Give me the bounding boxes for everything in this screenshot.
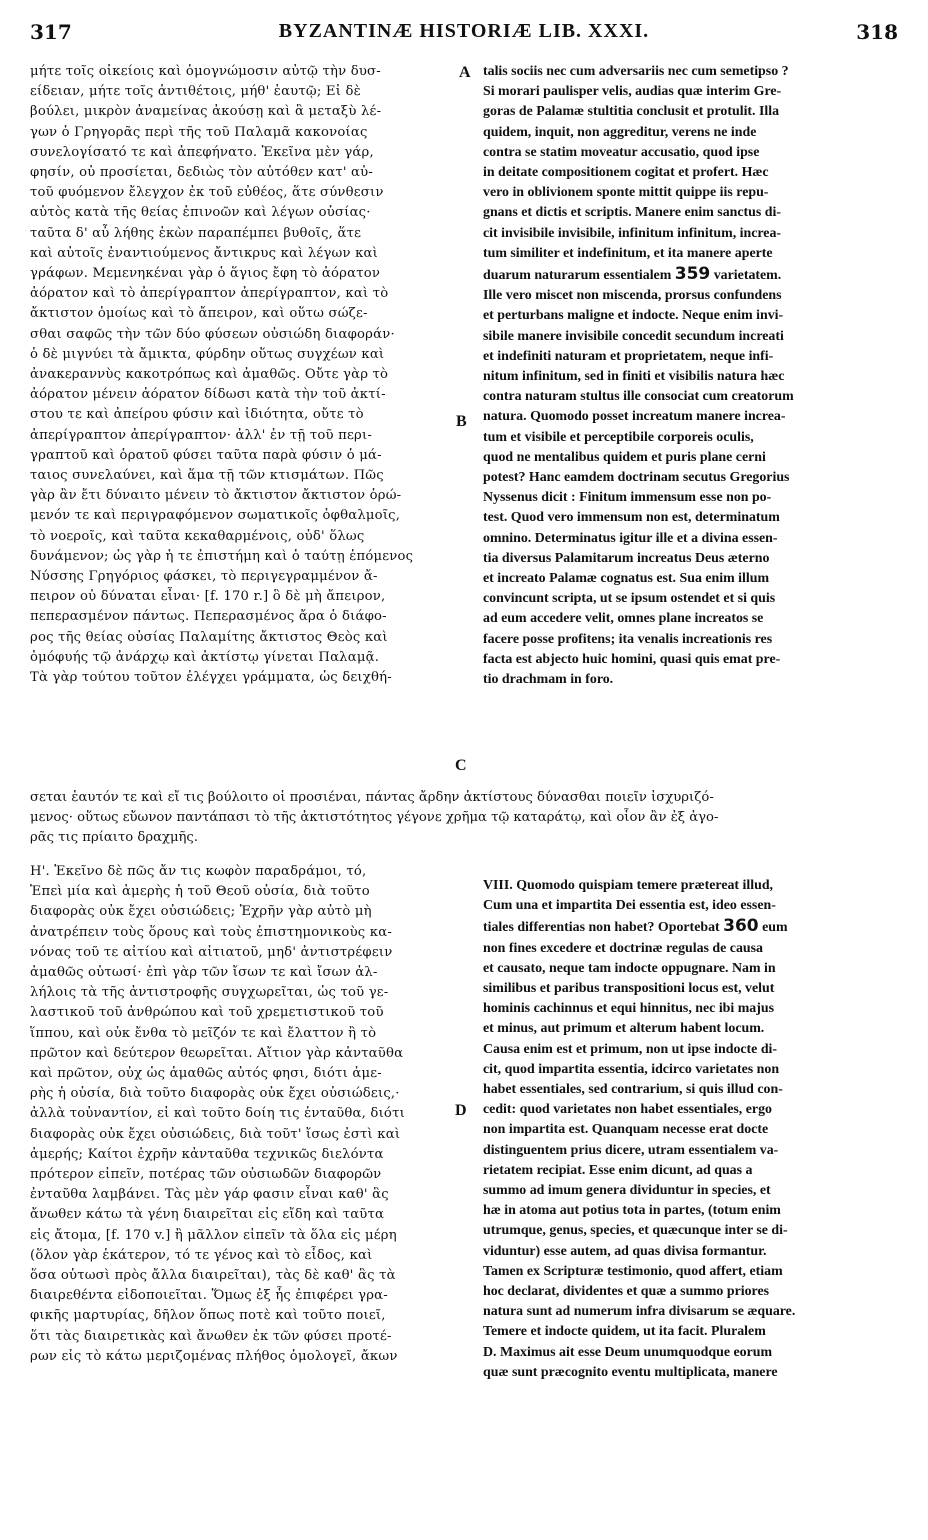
greek-line: (ὅλον γὰρ ἑκάτερον, τό τε γένος καὶ τὸ εἶδος, καὶ (30, 1247, 373, 1263)
greek-line: Νύσσης Γρηγόριος φάσκει, τὸ περιγεγραμμένον ἄ- (30, 569, 378, 585)
greek-line: ὅτι τὰς διαιρετικὰς καὶ ἄνωθεν ἐκ τῶν φύσει προτέ- (30, 1328, 392, 1344)
latin-line: gnans et dictis et scriptis. Manere enim sanctus di- (483, 205, 781, 221)
section-marker-b: B (456, 413, 467, 430)
latin-line: convincunt scripta, ut se ipsum ostendet et si quis (483, 591, 776, 607)
greek-column-upper (30, 62, 477, 688)
greek-line: βούλει, μικρὸν ἀναμείνας ἀκούσῃ καὶ ἃ μεταξὺ λέ- (30, 104, 382, 120)
latin-line: non impartita est. Quanquam necesse erat docte (483, 1122, 769, 1138)
greek-wide-line: μενος· οὕτως εὔωνον παντάπασι τὸ τῆς ἀκτιστότητος γέγονε χρῆμα τῷ καταράτῳ, καὶ οἷον ἂν ἐξ ἀγο- (30, 810, 719, 826)
greek-line: λαστικοῦ τοῦ ἀνθρώπου καὶ τοῦ χρεμετιστικοῦ τοῦ (30, 1005, 384, 1021)
greek-line: εἰς ἄτομα, [f. 170 v.] ἢ μᾶλλον εἰπεῖν τὰ ὅλα εἰς μέρη (30, 1227, 397, 1243)
greek-line: γων ὁ Γρηγορᾶς περὶ τῆς τοῦ Παλαμᾶ κακονοίας (30, 124, 368, 140)
latin-column-lower (483, 876, 896, 1383)
greek-line: διαφορὰς οὐκ ἔχει οὐσιώδεις; Ἐχρῆν γὰρ αὐτὸ μὴ (30, 904, 372, 920)
greek-line: δυνάμενον; ὡς γὰρ ἡ τε ἐπιστήμη καὶ ὁ ταύτῃ ἑπόμενος (30, 548, 414, 564)
latin-line: Temere et indocte quidem, ut ita facit. Pluralem (483, 1324, 766, 1340)
latin-line: Tamen ex Scripturæ testimonio, quod affert, etiam (483, 1263, 783, 1279)
latin-line: nitum infinitum, sed in finiti et visibilis natura hæc (483, 369, 785, 385)
latin-line: Ille vero miscet non miscenda, prorsus confundens (483, 288, 782, 304)
latin-line: facere posse profitens; ita venalis increationis res (483, 631, 773, 647)
latin-line: contra naturam stultus ille consociat cum creatorum (483, 389, 794, 405)
latin-line: non fines excedere et doctrinæ regulas de causa (483, 940, 763, 956)
greek-line: πρότερον εἰπεῖν, ποτέρας τῶν οὐσιωδῶν διαφορῶν (30, 1167, 382, 1183)
greek-line: καὶ αὐτοῖς ἐναντιούμενος ἄντικρυς καὶ λέγων καὶ (30, 245, 379, 261)
latin-line: similibus et paribus transpositioni locus est, velut (483, 981, 775, 997)
latin-line: quidem, inquit, non aggreditur, verens ne inde (483, 124, 757, 140)
greek-line: ρων εἰς τὸ κάτω μεριζομένας πλήθος ὁμολογεῖ, ἄκων (30, 1348, 398, 1364)
latin-line: VIII. Quomodo quispiam temere prætereat illud, (483, 878, 774, 893)
greek-line: ρος τῆς θείας οὐσίας Παλαμίτης ἄκτιστος Θεὸς καὶ (30, 629, 388, 645)
latin-line: vero in oblivionem sponte mittit quippe iis repu- (483, 185, 769, 201)
latin-line: utrumque, genus, species, et quæcunque inter se di- (483, 1223, 788, 1239)
section-marker-d: D (455, 1102, 467, 1119)
latin-line: quæ sunt præcognito eventu multiplicata, manere (483, 1364, 778, 1380)
latin-line: distinguentem prius dicere, utram essentialem va- (483, 1142, 779, 1158)
greek-line: στου τε καὶ ἀπείρου φύσιν καὶ ἰδιότητα, οὔτε τὸ (30, 407, 364, 423)
column-number-360: 360 (723, 916, 759, 937)
latin-line: talis sociis nec cum adversariis nec cum semetipso ? (483, 64, 789, 79)
latin-line (483, 916, 896, 938)
greek-line: ὁ δὲ μιγνύει τὰ ἄμικτα, φύρδην οὕτως συγχέων καὶ (30, 346, 385, 362)
greek-line: ἀόρατον καὶ τὸ ἀπερίγραπτον ἀπερίγραπτον, καὶ τὸ (30, 286, 389, 302)
greek-line: φικῆς μαρτυρίας, δῆλον ὅπως ποτὲ καὶ τοῦτο ποιεῖ, (30, 1308, 386, 1324)
greek-line: αὐτὸς κατὰ τῆς θείας ἐπινοῶν καὶ λέγων οὐσίας· (30, 205, 371, 221)
greek-line: πειρον οὐ δύναται εἶναι· [f. 170 r.] ὃ δὲ μὴ ἄπειρον, (30, 589, 386, 605)
greek-line: διαιρεθέντα εἰδοποιεῖται. Ὅμως ἐξ ἧς ἐπιφέρει γρα- (30, 1288, 388, 1304)
latin-line: tio drachmam in foro. (483, 672, 614, 688)
latin-line: Cum una et impartita Dei essentia est, ideo essen- (483, 898, 776, 914)
latin-line: test. Quod vero immensum non est, determinatum (483, 510, 780, 526)
greek-column-lower (30, 862, 477, 1367)
greek-line: ταῦτα δ' αὖ λήθης ἑκὼν παραπέμπει βυθοῖς, ἅτε (30, 225, 362, 241)
greek-line: μενόν τε καὶ περιγραφόμενον σωματικοῖς ὀφθαλμοῖς, (30, 508, 401, 524)
latin-line-text: eum (758, 920, 788, 936)
latin-line: viduntur) esse autem, ad quas divisa formantur. (483, 1243, 767, 1259)
latin-line: et causato, neque tam indocte oppugnare. Nam in (483, 960, 776, 976)
latin-line: omnino. Determinatus igitur ille et a divina essen- (483, 530, 778, 546)
greek-line: μήτε τοῖς οἰκείοις καὶ ὁμογνώμοσιν αὐτῷ τὴν δυσ- (30, 64, 381, 79)
latin-line: rietatem recipiat. Esse enim dicunt, ad quas a (483, 1162, 753, 1178)
greek-line: νόνας τοῦ τε αἰτίου καὶ αἰτιατοῦ, μηδ' ἀντιστρέφειν (30, 944, 393, 960)
latin-line: et indefiniti naturam et proprietatem, neque infi- (483, 348, 774, 364)
latin-line: sibile manere invisibile concedit secundum increati (483, 328, 784, 344)
greek-line: λήλοις τὰ τῆς ἀντιστροφῆς συγχωρεῖται, ὡς τοῦ γε- (30, 985, 389, 1001)
greek-line: σθαι σαφῶς τὴν τῶν δύο φύσεων οὐσιώδη διαφοράν· (30, 326, 395, 342)
section-marker-a: A (459, 64, 471, 81)
greek-line: Τὰ γὰρ τούτου τοῦτον ἐλέγχει γράμματα, ὡς δειχθή- (30, 670, 392, 686)
latin-line: Causa enim est et primum, non ut ipse indocte di- (483, 1041, 778, 1057)
greek-line: φησίν, οὐ προσίεται, δεδιὼς τὸν αὐτόθεν κατ' αὐ- (30, 165, 374, 181)
greek-line: ἀμερής; Καίτοι ἐχρῆν κἀνταῦθα τεχνικῶς διελόντα (30, 1146, 384, 1162)
greek-line: Ἐπεὶ μία καὶ ἀμερὴς ἡ τοῦ Θεοῦ οὐσία, διὰ τοῦτο (30, 884, 370, 900)
latin-line: tia diversus Palamitarum increatus Deus æterno (483, 550, 770, 566)
greek-line: ὅσα οὑτωσὶ πρὸς ἄλλα διαιρεῖται), τὰς δὲ καθ' ἃς τὰ (30, 1268, 396, 1284)
greek-line: πεπερασμένον πάντως. Πεπερασμένος ἄρα ὁ διάφο- (30, 609, 387, 625)
greek-line: ἄκτιστον ὁμοίως καὶ τὸ ἄπειρον, καὶ οὕτω σώζε- (30, 306, 368, 322)
latin-line: cit invisibile invisibile, infinitum infinitum, increa- (483, 225, 782, 241)
page-header (30, 20, 898, 60)
latin-line: in deitate compositionem cogitat et profert. Hæc (483, 165, 769, 181)
latin-line: et perturbans maligne et indocte. Neque enim invi- (483, 308, 784, 324)
greek-line: ἀόρατον μένειν ἀόρατον δίδωσι κατὰ τὴν τοῦ ἀκτί- (30, 387, 386, 403)
page-number-left: 317 (30, 20, 72, 44)
section-marker-c: C (455, 757, 467, 774)
latin-line: Nyssenus dicit : Finitum immensum esse non po- (483, 490, 772, 506)
latin-line: hoc declarat, dividentes et quæ a summo priores (483, 1284, 770, 1300)
latin-line: tum similiter et indefinitum, et ita manere aperte (483, 245, 773, 261)
latin-line: habet essentiales, sed contrarium, si quis illud con- (483, 1082, 783, 1098)
latin-line: ad eum accedere velit, omnes plane increatos se (483, 611, 764, 627)
latin-line: goras de Palamæ stultitia conclusit et protulit. Illa (483, 104, 780, 120)
latin-line: hominis cachinnus et equi hinnitus, nec ibi majus (483, 1001, 775, 1017)
greek-line: ἀπερίγραπτον ἀπερίγραπτον· ἀλλ' ἐν τῇ τοῦ περι- (30, 427, 372, 443)
latin-column-upper (483, 62, 896, 690)
greek-line: γράφων. Μεμενηκέναι γὰρ ὁ ἅγιος ἔφη τὸ ἀόρατον (30, 266, 381, 282)
latin-line: hæ in atoma aut potius tota in partes, (totum enim (483, 1203, 781, 1219)
latin-line: et minus, aut primum et alterum habent locum. (483, 1021, 765, 1037)
latin-line: et increato Palamæ cognatus est. Sua enim illum (483, 571, 770, 587)
greek-line: διαφορὰς οὐκ ἔχει οὐσιώδεις, διὰ τοῦτ' ἴσως ἐστὶ καὶ (30, 1126, 401, 1142)
greek-line: συνελογίσατό τε καὶ ἀπεφήνατο. Ἐκεῖνα μὲν γάρ, (30, 144, 374, 160)
greek-line: ἀλλὰ τοὐναντίον, εἰ καὶ τοῦτο δοίη τις ἐνταῦθα, διότι (30, 1106, 405, 1122)
greek-line: γὰρ ἂν ἔτι δύναιτο μένειν τὸ ἄκτιστον ἄκτιστον ὁρώ- (30, 488, 402, 504)
greek-line: ἀνατρέπειν τοὺς ὅρους καὶ τοὺς ἐπιστημονικοὺς κα- (30, 924, 392, 940)
latin-line: facta est abjecto huic homini, quasi quis emat pre- (483, 651, 781, 667)
greek-line: πρῶτον καὶ δεύτερον θεωρεῖται. Αἴτιον γὰρ κἀνταῦθα (30, 1045, 404, 1061)
latin-line: natura sunt ad numerum infra divisarum se æquare. (483, 1304, 796, 1320)
greek-line: καὶ πρῶτον, οὐχ ὡς ἀμαθῶς αὐτός φησι, διότι ἀμε- (30, 1066, 382, 1082)
greek-line: Η'. Ἐκεῖνο δὲ πῶς ἄν τις κωφὸν παραδράμοι, τό, (30, 864, 367, 879)
greek-line: ἀνακεραννὺς κακοτρόπως καὶ ἀμαθῶς. Οὔτε γὰρ τὸ (30, 367, 389, 383)
latin-line: tum et visibile et perceptibile corporeis oculis, (483, 429, 754, 445)
greek-line: γραπτοῦ καὶ ὁρατοῦ φύσει ταῦτα παρὰ φύσιν ὁ μά- (30, 447, 382, 463)
latin-line: cedit: quod varietates non habet essentiales, ergo (483, 1102, 772, 1118)
latin-line: summo ad imum genera dividuntur in species, et (483, 1183, 771, 1199)
latin-line: quod ne mentalibus quidem et puris plane cerni (483, 449, 766, 465)
latin-line (483, 264, 896, 286)
greek-line: τὸ νοεροῖς, καὶ ταῦτα κεκαθαρμένοις, οὐδ' ὅλως (30, 528, 365, 544)
greek-wide-line: σεται ἑαυτόν τε καὶ εἴ τις βούλοιτο οἱ προσιέναι, πάντας ἄρδην ἀκτίστους δύνασθαι ποιεῖν ἰσχυριζό- (30, 790, 714, 805)
greek-wide-line: ρᾶς τις πρίαιτο δραχμῆς. (30, 830, 199, 846)
running-title: BYZANTINÆ HISTORIÆ LIB. XXXI. (278, 20, 650, 42)
greek-line: ταιος συνελαύνει, καὶ ἅμα τῇ τῶν κτισμάτων. Πῶς (30, 468, 384, 484)
latin-line: natura. Quomodo posset increatum manere increa- (483, 409, 786, 425)
greek-line: ὁμόφυής τῷ ἀνάρχῳ καὶ ἀκτίστῳ γίνεται Παλαμᾷ. (30, 649, 380, 665)
page-number-right: 318 (856, 20, 898, 44)
latin-line: contra se statim moveatur accusatio, quod ipse (483, 144, 760, 160)
greek-line: ἐνταῦθα λαμβάνει. Τὰς μὲν γάρ φασιν εἶναι καθ' ἃς (30, 1187, 389, 1203)
latin-line-text: varietatem. (710, 268, 782, 284)
latin-line: D. Maximus ait esse Deum unumquodque eorum (483, 1344, 773, 1360)
greek-line: ἄνωθεν κάτω τὰ γένη διαιρεῖται εἰς εἴδη καὶ ταῦτα (30, 1207, 385, 1223)
greek-spanning-lines (30, 788, 896, 849)
greek-line: είδειαν, μήτε τοῖς ἀντιθέτοις, μήθ' ἑαυτῷ; Εἰ δὲ (30, 84, 361, 100)
latin-line: Si morari paulisper velis, audias quæ interim Gre- (483, 84, 782, 100)
latin-line: cit, quod impartita essentia, idcirco varietates non (483, 1061, 780, 1077)
greek-line: ρὴς ἡ οὐσία, διὰ τοῦτο διαφορὰς οὐκ ἔχει οὐσιώδεις,· (30, 1086, 400, 1102)
greek-line: ἵππου, καὶ οὐκ ἔνθα τὸ μεῖζόν τε καὶ ἔλαττον ἢ τὸ (30, 1025, 377, 1041)
latin-line: potest? Hanc eamdem doctrinam secutus Gregorius (483, 470, 790, 486)
greek-line: ἀμαθῶς οὑτωσί· ἐπὶ γὰρ τῶν ἴσων τε καὶ ἴσων ἀλ- (30, 965, 378, 981)
latin-line-text: duarum naturarum essentialem (483, 268, 675, 284)
latin-line-text: tiales differentias non habet? Oportebat (483, 920, 724, 936)
column-number-359: 359 (674, 264, 711, 285)
greek-line: τοῦ φυόμενον ἔλεγχον ἐκ τοῦ εὐθέος, ἅτε σύνθεσιν (30, 185, 384, 201)
